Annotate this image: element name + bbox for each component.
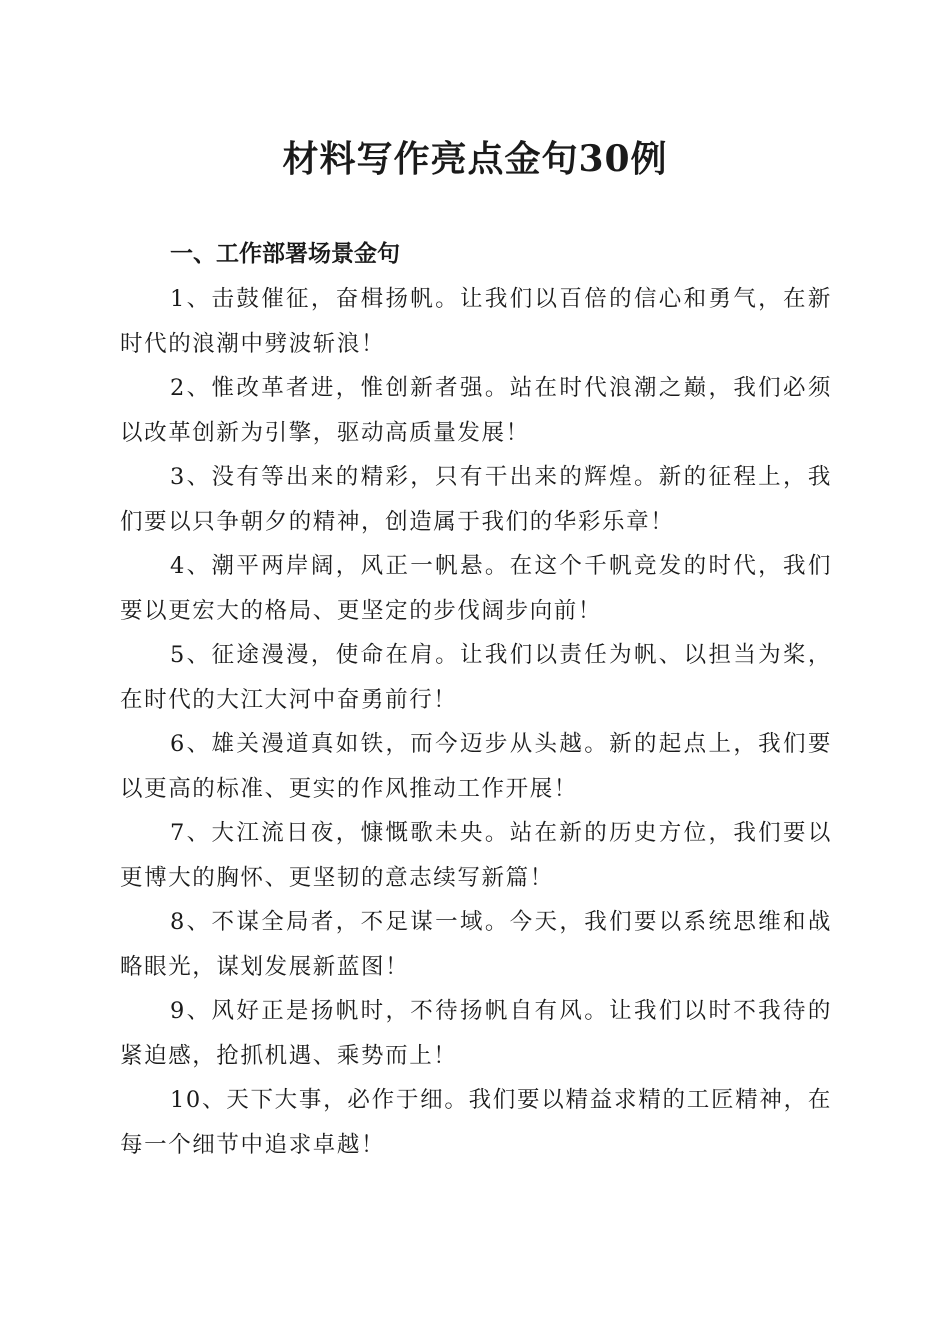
document-title: 材料写作亮点金句30例 bbox=[282, 138, 668, 180]
paragraph-8: 8、不谋全局者，不足谋一域。今天，我们要以系统思维和战略眼光，谋划发展新蓝图！ bbox=[120, 909, 832, 980]
paragraph-2: 2、惟改革者进，惟创新者强。站在时代浪潮之巅，我们必须以改革创新为引擎，驱动高质量发展！ bbox=[120, 375, 832, 446]
paragraph-1: 1、击鼓催征，奋楫扬帆。让我们以百倍的信心和勇气，在新时代的浪潮中劈波斩浪！ bbox=[120, 286, 832, 357]
paragraph-6: 6、雄关漫道真如铁，而今迈步从头越。新的起点上，我们要以更高的标准、更实的作风推动工作开展！ bbox=[120, 731, 832, 802]
document-body bbox=[120, 277, 832, 1167]
paragraph-3: 3、没有等出来的精彩，只有干出来的辉煌。新的征程上，我们要以只争朝夕的精神，创造属于我们的华彩乐章！ bbox=[120, 464, 832, 535]
paragraph-4: 4、潮平两岸阔，风正一帆悬。在这个千帆竞发的时代，我们要以更宏大的格局、更坚定的步伐阔步向前！ bbox=[120, 553, 832, 624]
paragraph-10: 10、天下大事，必作于细。我们要以精益求精的工匠精神，在每一个细节中追求卓越！ bbox=[120, 1087, 832, 1158]
paragraph-9: 9、风好正是扬帆时，不待扬帆自有风。让我们以时不我待的紧迫感，抢抓机遇、乘势而上！ bbox=[120, 998, 832, 1069]
section-heading: 一、工作部署场景金句 bbox=[170, 241, 400, 267]
paragraph-7: 7、大江流日夜，慷慨歌未央。站在新的历史方位，我们要以更博大的胸怀、更坚韧的意志续写新篇！ bbox=[120, 820, 832, 891]
paragraph-5: 5、征途漫漫，使命在肩。让我们以责任为帆、以担当为桨，在时代的大江大河中奋勇前行！ bbox=[120, 642, 832, 713]
